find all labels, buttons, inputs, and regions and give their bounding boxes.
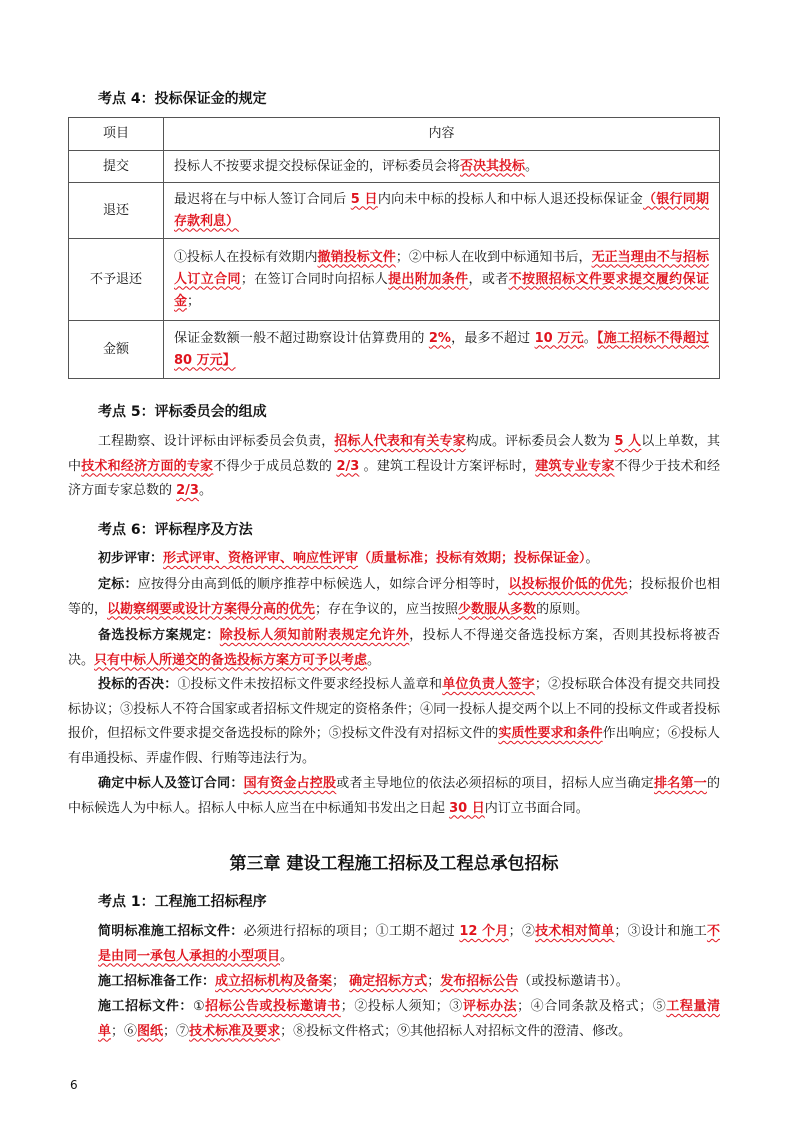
committee-paragraph: 工程勘察、设计评标由评标委员会负责，招标人代表和有关专家构成。评标委员会人数为 5 人以上单数，其中技术和经济方面的专家不得少于成员总数的 2/3 。建筑工程设计方案评标时，建筑专业专家不得少于技术和经济方面专家总数的 2/3。 xyxy=(68,434,720,498)
rejection-paragraph: 投标的否决：①投标文件未按招标文件要求经投标人盖章和单位负责人签字；②投标联合体没有提交共同投标协议；③投标人不符合国家或者招标文件规定的资格条件；④同一投标人提交两个以上不同的投标文件或者投标报价，但招标文件要求提交备选投标的除外；⑤投标文件没有对招标文件的实质性要求和条件作出响应；⑥投标人有串通投标、弄虚作假、行贿等违法行为。 xyxy=(68,677,720,766)
row-content: 保证金数额一般不超过勘察设计估算费用的 2%，最多不超过 10 万元。【施工招标不得超过 80 万元】 xyxy=(164,321,720,379)
section-heading-5: 考点 5：评标委员会的组成 xyxy=(98,404,267,420)
header-item: 项目 xyxy=(69,118,164,151)
table-row xyxy=(69,239,720,321)
section-heading-6: 考点 6：评标程序及方法 xyxy=(98,522,253,538)
section-heading-7: 考点 1：工程施工招标程序 xyxy=(98,894,267,910)
row-content: 投标人不按要求提交投标保证金的，评标委员会将否决其投标。 xyxy=(164,151,720,183)
alternative-bid-paragraph: 备选投标方案规定：除投标人须知前附表规定允许外，投标人不得递交备选投标方案，否则其投标将被否决。只有中标人所递交的备选投标方案方可予以考虑。 xyxy=(68,628,720,668)
row-key: 退还 xyxy=(69,183,164,239)
page-number: 6 xyxy=(70,1078,78,1092)
winner-contract-paragraph: 确定中标人及签订合同：国有资金占控股或者主导地位的依法必须招标的项目，招标人应当确定排名第一的中标候选人为中标人。招标人中标人应当在中标通知书发出之日起 30 日内订立书面合同。 xyxy=(68,776,720,816)
table-row xyxy=(69,151,720,183)
row-key: 金额 xyxy=(69,321,164,379)
table-row xyxy=(69,183,720,239)
simple-tender-paragraph: 简明标准施工招标文件：必须进行招标的项目；①工期不超过 12 个月；②技术相对简单；③设计和施工不是由同一承包人承担的小型项目。 xyxy=(98,924,720,964)
table-row xyxy=(69,321,720,379)
row-content: 最迟将在与中标人签订合同后 5 日内向未中标的投标人和中标人退还投标保证金（银行同期存款利息） xyxy=(164,183,720,239)
preparation-paragraph: 施工招标准备工作：成立招标机构及备案； 确定招标方式；发布招标公告（或投标邀请书）。 xyxy=(98,974,629,989)
row-key: 提交 xyxy=(69,151,164,183)
header-content: 内容 xyxy=(164,118,720,151)
row-key: 不予退还 xyxy=(69,239,164,321)
section-heading-4: 考点 4：投标保证金的规定 xyxy=(98,91,267,107)
award-paragraph: 定标：应按得分由高到低的顺序推荐中标候选人，如综合评分相等时，以投标报价低的优先；投标报价也相等的，以勘察纲要或设计方案得分高的优先；存在争议的，应当按照少数服从多数的原则。 xyxy=(68,577,720,617)
deposit-table xyxy=(68,117,720,379)
chapter-title: 第三章 建设工程施工招标及工程总承包招标 xyxy=(229,854,559,874)
tender-documents-paragraph: 施工招标文件：①招标公告或投标邀请书；②投标人须知；③评标办法；④合同条款及格式；⑤工程量清单；⑥图纸；⑦技术标准及要求；⑧投标文件格式；⑨其他招标人对招标文件的澄清、修改。 xyxy=(98,999,720,1039)
table-header-row xyxy=(69,118,720,151)
preliminary-review-paragraph: 初步评审：形式评审、资格评审、响应性评审（质量标准；投标有效期；投标保证金）。 xyxy=(98,551,599,566)
row-content: ①投标人在投标有效期内撤销投标文件；②中标人在收到中标通知书后，无正当理由不与招标人订立合同；在签订合同时向招标人提出附加条件，或者不按照招标文件要求提交履约保证金； xyxy=(164,239,720,321)
